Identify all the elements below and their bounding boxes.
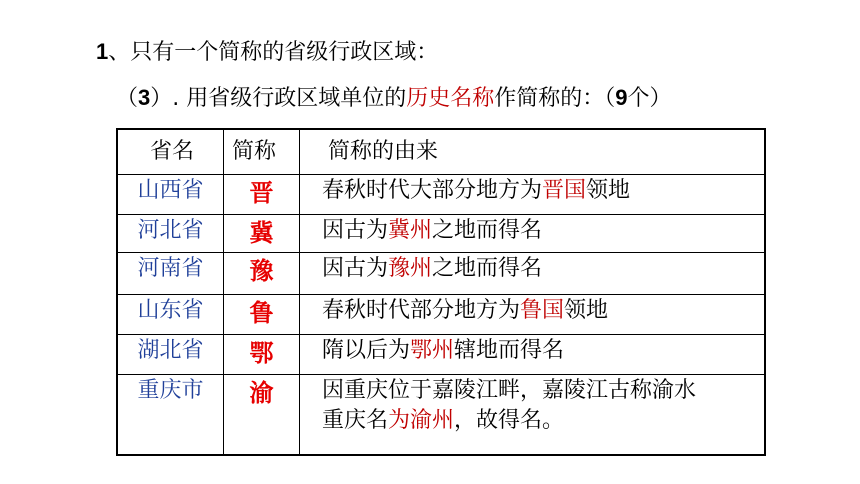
province-cell — [118, 174, 224, 214]
abbreviation: 晋 — [249, 179, 274, 207]
origin-text — [322, 336, 564, 366]
header-cell-origin — [300, 130, 764, 174]
abbreviation: 鲁 — [249, 299, 274, 327]
origin-part: 隋以后为 — [322, 338, 411, 363]
origin-highlight: 豫州 — [388, 256, 433, 281]
subheading-after: 作简称的：（ — [494, 86, 616, 111]
table-row — [118, 214, 764, 253]
abbr-cell — [224, 374, 300, 454]
origin-highlight: 鲁国 — [520, 298, 565, 323]
header-cell-province — [118, 130, 224, 174]
abbreviation: 豫 — [249, 257, 274, 285]
heading-number: 1 — [96, 39, 109, 64]
abbr-cell — [224, 174, 300, 214]
abbreviation: 渝 — [249, 379, 274, 407]
origin-highlight: 冀州 — [388, 218, 433, 243]
origin-cell — [300, 174, 764, 214]
origin-cell — [300, 214, 764, 252]
origin-part: 之地而得名 — [432, 218, 543, 243]
province-name: 山东省 — [137, 298, 204, 323]
origin-part: 领地 — [564, 298, 609, 323]
abbreviation-table — [116, 128, 766, 456]
origin-text — [322, 376, 696, 406]
origin-highlight: 晋国 — [542, 178, 587, 203]
table-row — [118, 294, 764, 335]
table-row — [118, 374, 764, 454]
table-row — [118, 334, 764, 375]
table-header-row — [118, 130, 764, 175]
header-cell-abbr — [224, 130, 300, 174]
origin-text — [322, 296, 608, 326]
province-cell — [118, 214, 224, 252]
origin-text — [322, 176, 630, 206]
abbr-cell — [224, 294, 300, 334]
origin-part: 春秋时代部分地方为 — [322, 298, 521, 323]
abbr-cell — [224, 214, 300, 252]
subheading-num: 3 — [138, 85, 151, 110]
origin-part: 因古为 — [322, 256, 389, 281]
province-name: 河南省 — [137, 256, 204, 281]
origin-highlight: 为渝州 — [388, 408, 455, 433]
heading-text: 、只有一个简称的省级行政区域： — [108, 40, 439, 65]
origin-part: 领地 — [586, 178, 631, 203]
origin-text-line2 — [322, 406, 564, 436]
origin-text — [322, 254, 542, 284]
origin-cell — [300, 252, 764, 294]
subheading-end: 个） — [627, 86, 672, 111]
province-cell — [118, 294, 224, 334]
origin-text — [322, 216, 542, 246]
origin-cell — [300, 334, 764, 374]
abbr-cell — [224, 334, 300, 374]
subheading-mid: ）. 用省级行政区域单位的 — [150, 86, 407, 111]
header-abbr: 简称 — [232, 139, 277, 164]
province-cell — [118, 334, 224, 374]
origin-cell — [300, 374, 764, 454]
province-name: 湖北省 — [137, 338, 204, 363]
province-cell — [118, 374, 224, 454]
province-name: 山西省 — [137, 178, 204, 203]
header-origin: 简称的由来 — [328, 139, 439, 164]
province-name: 重庆市 — [137, 378, 204, 403]
table-row — [118, 174, 764, 215]
subheading-highlight: 历史名称 — [406, 86, 495, 111]
heading — [96, 38, 438, 67]
origin-part: 因古为 — [322, 218, 389, 243]
abbreviation: 冀 — [249, 219, 274, 247]
province-cell — [118, 252, 224, 294]
origin-part: 之地而得名 — [432, 256, 543, 281]
origin-highlight: 鄂州 — [410, 338, 455, 363]
subheading — [116, 84, 672, 113]
abbr-cell — [224, 252, 300, 294]
header-province: 省名 — [150, 139, 195, 164]
province-name: 河北省 — [137, 218, 204, 243]
origin-cell — [300, 294, 764, 334]
abbreviation: 鄂 — [249, 339, 274, 367]
subheading-open: （ — [116, 86, 139, 111]
origin-part: 因重庆位于嘉陵江畔，嘉陵江古称渝水 — [322, 378, 697, 403]
origin-part: 重庆名 — [322, 408, 389, 433]
subheading-count: 9 — [615, 85, 628, 110]
origin-part: 春秋时代大部分地方为 — [322, 178, 543, 203]
origin-part: ，故得名。 — [454, 408, 565, 433]
table-row — [118, 252, 764, 295]
origin-part: 辖地而得名 — [454, 338, 565, 363]
